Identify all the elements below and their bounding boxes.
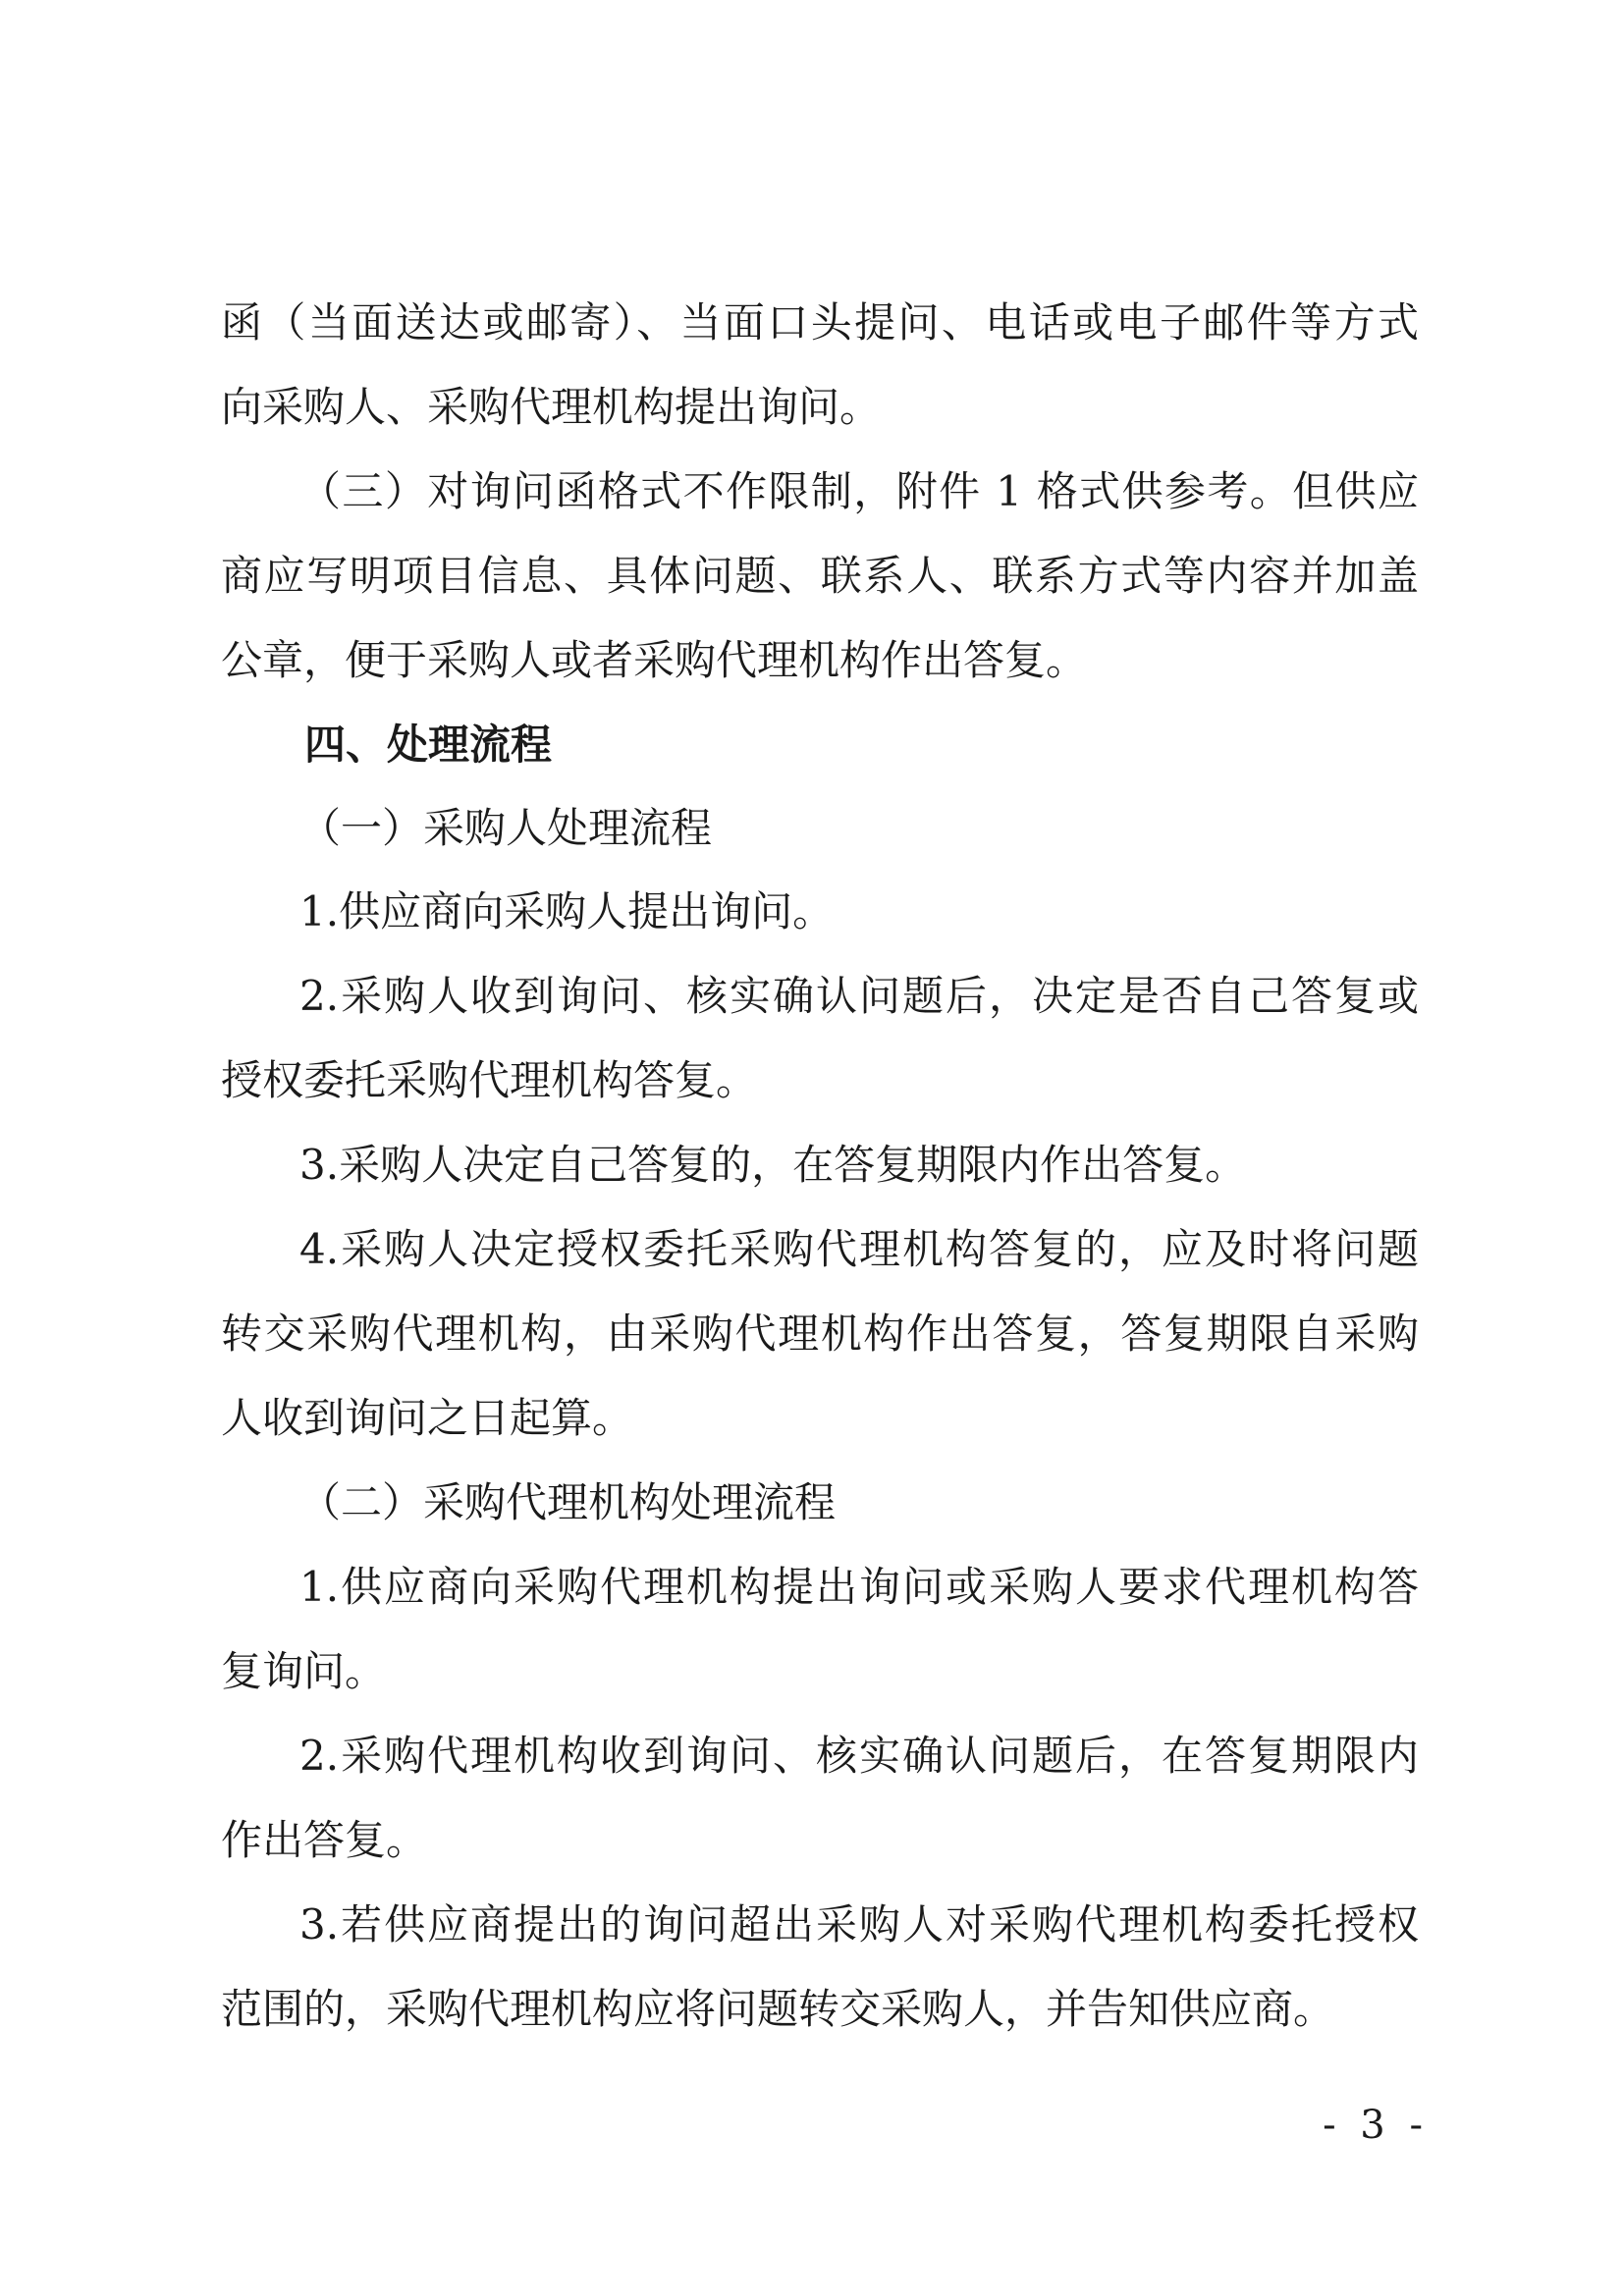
section-heading: 四、处理流程 — [304, 721, 553, 769]
paragraph-line-3: （三）对询问函格式不作限制，附件 1 格式供参考。但供应 — [299, 467, 1419, 515]
paragraph-line-19: 作出答复。 — [221, 1816, 428, 1864]
paragraph-line-9: 2.采购人收到询问、核实确认问题后，决定是否自己答复或 — [299, 972, 1419, 1020]
paragraph-line-18: 2.采购代理机构收到询问、核实确认问题后，在答复期限内 — [299, 1732, 1419, 1780]
paragraph-line-14: 人收到询问之日起算。 — [221, 1394, 634, 1442]
paragraph-line-2: 向采购人、采购代理机构提出询问。 — [221, 383, 882, 431]
paragraph-line-20: 3.若供应商提出的询问超出采购人对采购代理机构委托授权 — [299, 1900, 1419, 1949]
paragraph-line-21: 范围的，采购代理机构应将问题转交采购人，并告知供应商。 — [221, 1985, 1335, 2033]
paragraph-line-17: 复询问。 — [221, 1647, 387, 1695]
paragraph-line-10: 授权委托采购代理机构答复。 — [221, 1056, 758, 1104]
paragraph-line-5: 公章，便于采购人或者采购代理机构作出答复。 — [221, 636, 1088, 684]
paragraph-line-4: 商应写明项目信息、具体问题、联系人、联系方式等内容并加盖 — [221, 552, 1419, 600]
paragraph-line-1: 函（当面送达或邮寄）、当面口头提问、电话或电子邮件等方式 — [221, 298, 1419, 347]
subsection-heading-1: （一）采购人处理流程 — [299, 804, 713, 852]
paragraph-line-11: 3.采购人决定自己答复的，在答复期限内作出答复。 — [299, 1141, 1247, 1189]
paragraph-line-12: 4.采购人决定授权委托采购代理机构答复的，应及时将问题 — [299, 1225, 1419, 1273]
page-number: - 3 - — [1323, 2103, 1429, 2148]
subsection-heading-2: （二）采购代理机构处理流程 — [299, 1478, 837, 1526]
paragraph-line-13: 转交采购代理机构，由采购代理机构作出答复，答复期限自采购 — [221, 1309, 1419, 1358]
paragraph-line-16: 1.供应商向采购代理机构提出询问或采购人要求代理机构答 — [299, 1563, 1419, 1611]
paragraph-line-8: 1.供应商向采购人提出询问。 — [299, 887, 835, 935]
